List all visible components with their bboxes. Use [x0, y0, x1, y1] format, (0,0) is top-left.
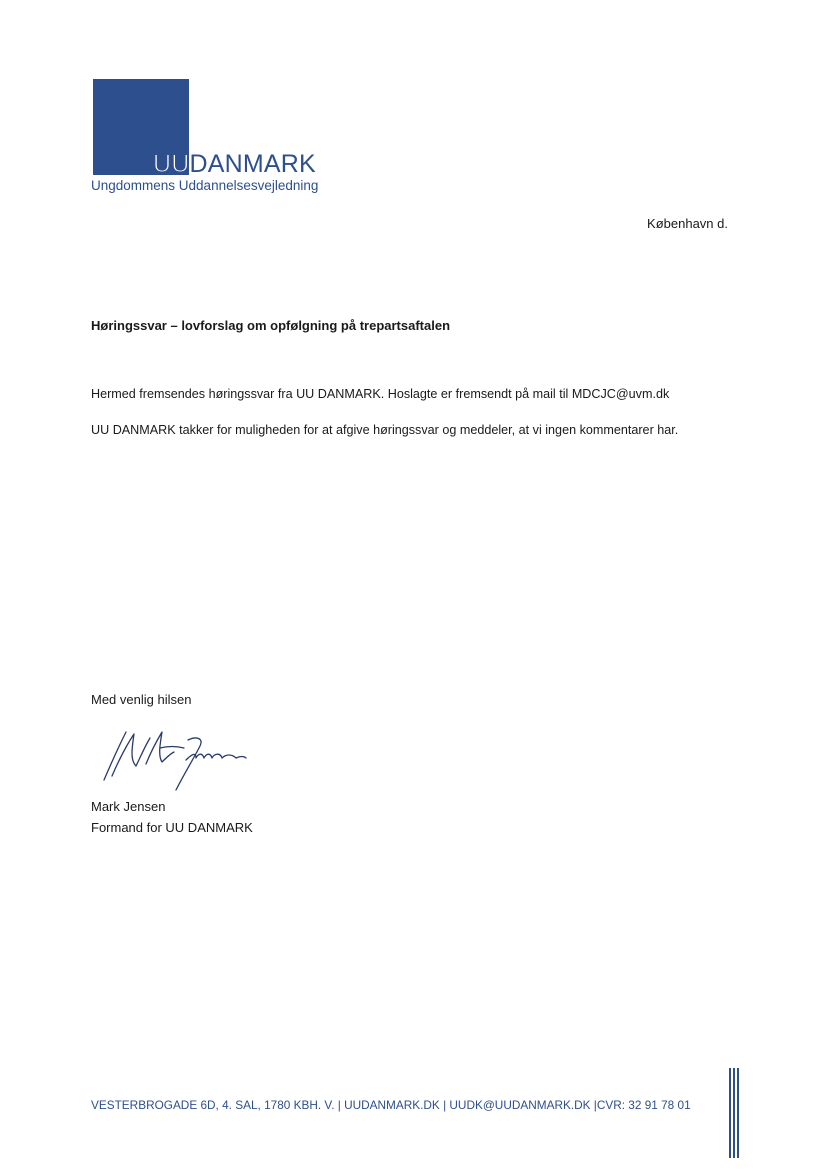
handwritten-signature — [96, 718, 256, 794]
letter-paragraph: UU DANMARK takker for muligheden for at afgive høringssvar og meddeler, at vi ingen kommentarer har. — [91, 423, 679, 437]
letter-location: København d. — [647, 216, 728, 231]
logo-wordmark-uu: UU — [153, 150, 190, 178]
logo-tagline: Ungdommens Uddannelsesvejledning — [91, 178, 319, 193]
signer-title: Formand for UU DANMARK — [91, 820, 253, 835]
logo-wordmark — [153, 150, 316, 178]
letter-subject: Høringssvar – lovforslag om opfølgning på trepartsaftalen — [91, 318, 451, 333]
letter-closing: Med venlig hilsen — [91, 692, 192, 707]
logo-wordmark-rest: DANMARK — [189, 150, 316, 178]
footer-contact-line: VESTERBROGADE 6D, 4. SAL, 1780 KBH. V. | UUDANMARK.DK | UUDK@UUDANMARK.DK |CVR: 32 91 78 01 — [91, 1098, 691, 1112]
footer-decorative-bars — [729, 1068, 739, 1158]
letter-paragraph: Hermed fremsendes høringssvar fra UU DANMARK. Hoslagte er fremsendt på mail til MDCJC@uvm.dk — [91, 387, 670, 401]
signer-name: Mark Jensen — [91, 799, 166, 814]
